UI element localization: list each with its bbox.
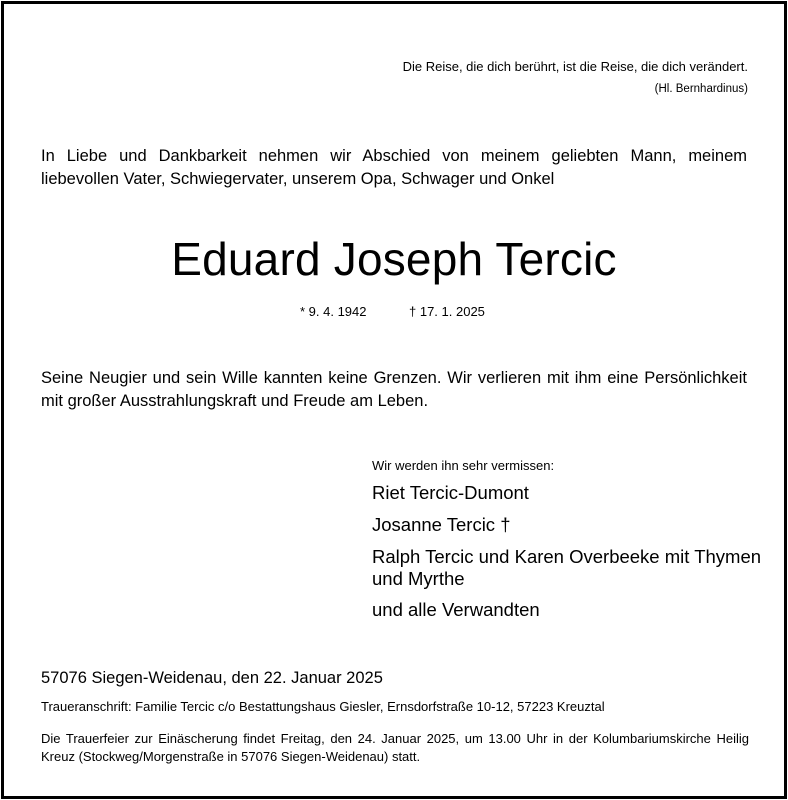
obituary-notice: [1, 1, 787, 799]
birth-date: * 9. 4. 1942: [300, 304, 367, 319]
tribute-text: Seine Neugier und sein Wille kannten keine Grenzen. Wir verlieren mit ihm eine Persönlichkeit mit großer Ausstrahlungskraft und Freude am Leben.: [41, 369, 747, 410]
place-date: 57076 Siegen-Weidenau, den 22. Januar 2025: [41, 669, 383, 687]
death-date: † 17. 1. 2025: [409, 304, 485, 319]
deceased-name: Eduard Joseph Tercic: [171, 233, 617, 285]
mourner-name: Ralph Tercic und Karen Overbeeke mit Thymen und Myrthe: [372, 546, 762, 589]
mourners-intro: Wir werden ihn sehr vermissen:: [372, 458, 555, 473]
epigraph-source: (Hl. Bernhardinus): [654, 83, 748, 95]
mourning-address: Traueranschrift: Familie Tercic c/o Bestattungshaus Giesler, Ernsdorfstraße 10-12, 57223 Kreuztal: [41, 699, 605, 714]
mourner-name: und alle Verwandten: [372, 599, 540, 620]
intro-text: In Liebe und Dankbarkeit nehmen wir Abschied von meinem geliebten Mann, meinem liebevollen Vater, Schwiegervater, unserem Opa, Schwager und Onkel: [41, 147, 747, 188]
epigraph-quote: Die Reise, die dich berührt, ist die Reise, die dich verändert.: [402, 59, 748, 74]
ceremony-info: Die Trauerfeier zur Einäscherung findet Freitag, den 24. Januar 2025, um 13.00 Uhr in der Kolumbariumskirche Heilig Kreuz (Stockweg/Morgenstraße in 57076 Siegen-Weidenau) statt.: [41, 731, 749, 764]
mourner-name: Josanne Tercic †: [372, 514, 511, 535]
mourner-name: Riet Tercic-Dumont: [372, 482, 529, 503]
